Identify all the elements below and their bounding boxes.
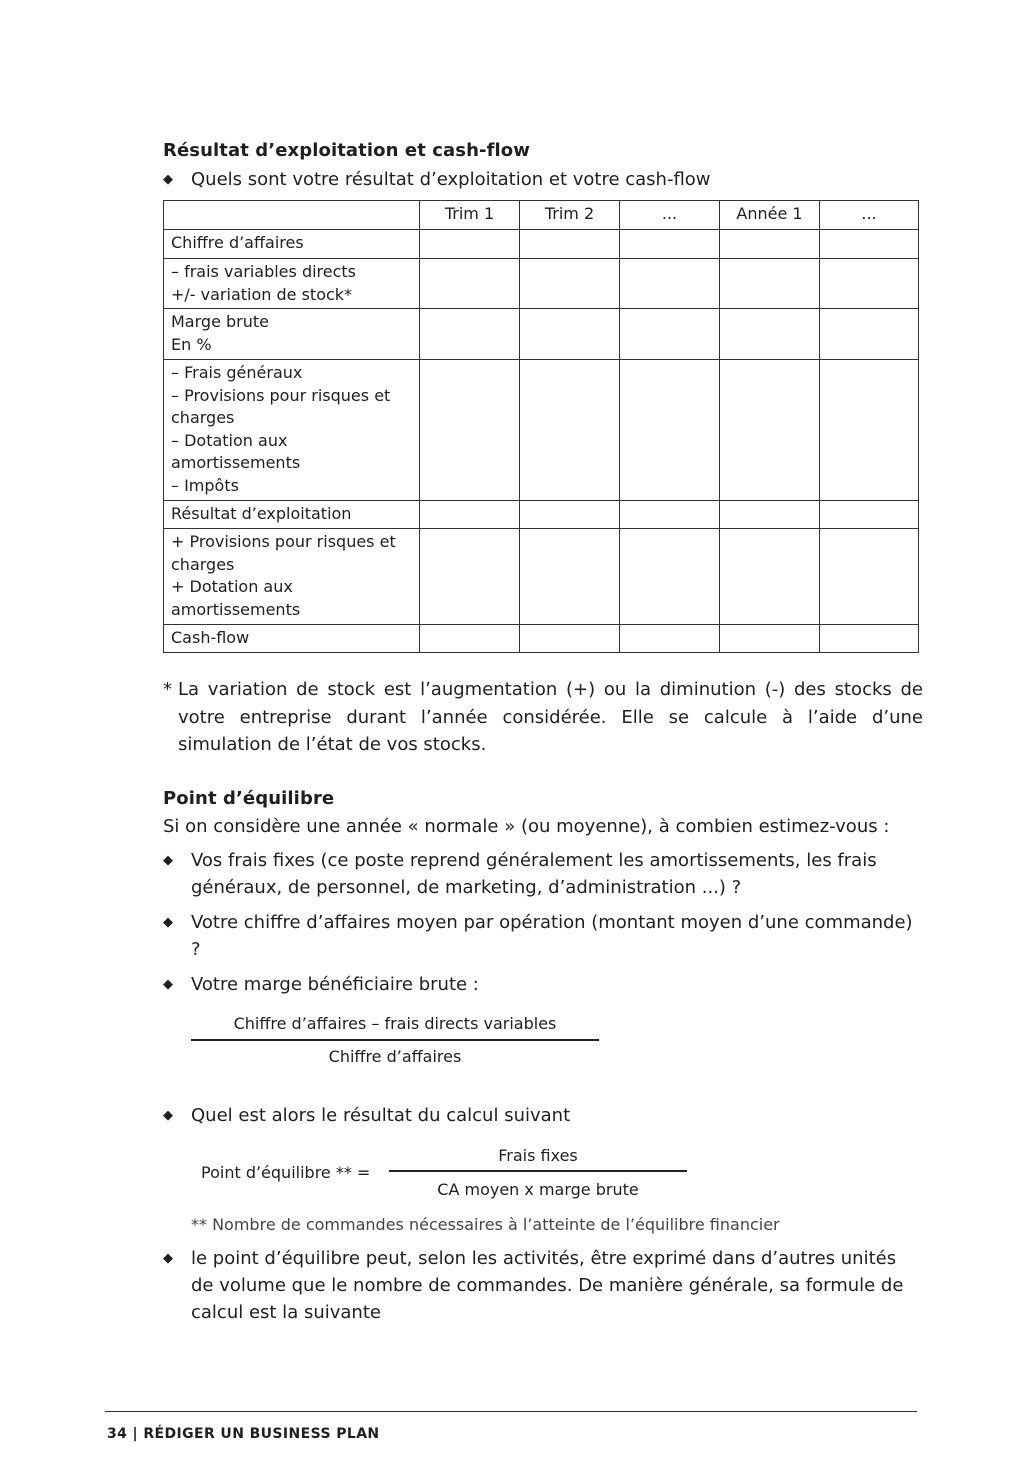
table-cell [820,309,919,360]
table-cell [520,529,620,625]
table-cell [820,501,919,529]
table-row [164,625,919,653]
header-cell: Trim 2 [520,201,620,230]
header-cell: Trim 1 [420,201,520,230]
result-cashflow-table [163,200,919,653]
table-row [164,230,919,259]
table-cell [820,529,919,625]
diamond-bullet-icon: ◆ [163,853,173,868]
header-cell: Année 1 [720,201,820,230]
table-cell [620,529,720,625]
table-cell [620,259,720,309]
table-cell [420,309,520,360]
diamond-bullet-icon: ◆ [163,1108,173,1123]
row-label: – frais variables directs +/- variation de stock* [164,259,420,309]
fraction1-denominator: Chiffre d’affaires [328,1047,462,1066]
bullet-text: Votre chiffre d’affaires moyen par opération (montant moyen d’une commande) ? [191,912,913,960]
table-cell [520,360,620,501]
fraction2-label: Point d’équilibre ** = [201,1163,371,1182]
table-cell [620,360,720,501]
section-title-resultat: Résultat d’exploitation et cash-flow [163,140,530,161]
table-cell [420,360,520,501]
fraction1-numerator: Chiffre d’affaires – frais directs variables [233,1014,557,1033]
fraction2-numerator: Frais fixes [498,1146,578,1165]
table-cell [420,625,520,653]
table-cell [720,360,820,501]
table-cell [520,309,620,360]
table-cell [420,259,520,309]
row-label: + Provisions pour risques et charges + Dotation aux amortissements [164,529,420,625]
row-label: Chiffre d’affaires [164,230,420,259]
bullet-item [163,909,923,963]
table-cell [720,529,820,625]
bullet-item [163,971,923,998]
breakeven-footnote: ** Nombre de commandes nécessaires à l’atteinte de l’équilibre financier [191,1215,780,1234]
diamond-bullet-icon: ◆ [163,1251,173,1266]
table-cell [420,501,520,529]
table-cell [720,309,820,360]
intro-paragraph: Si on considère une année « normale » (ou moyenne), à combien estimez-vous : [163,816,890,837]
table-cell [520,501,620,529]
table-row [164,259,919,309]
bullet-item [163,1102,923,1129]
diamond-bullet-icon: ◆ [163,172,173,187]
table-cell [820,230,919,259]
table-cell [720,625,820,653]
page-footer: 34 | RÉDIGER UN BUSINESS PLAN [107,1426,380,1442]
row-label: Résultat d’exploitation [164,501,420,529]
table-cell [820,259,919,309]
bullet-item [163,166,923,193]
fraction1-bar [191,1039,599,1041]
header-cell: ... [620,201,720,230]
fraction2-denominator: CA moyen x marge brute [437,1180,639,1199]
row-label: Cash-flow [164,625,420,653]
section-title-point-equilibre: Point d’équilibre [163,788,335,809]
diamond-bullet-icon: ◆ [163,915,173,930]
table-cell [720,230,820,259]
bullet-text: le point d’équilibre peut, selon les activités, être exprimé dans d’autres unités de volume que le nombre de commandes. De manière générale, sa formule de calcul est la suivante [191,1248,904,1323]
bullet-text: Quel est alors le résultat du calcul suivant [191,1105,571,1126]
table-cell [420,230,520,259]
row-label: Marge brute En % [164,309,420,360]
footer-divider [105,1411,917,1412]
row-label: – Frais généraux – Provisions pour risques et charges – Dotation aux amortissements – Impôts [164,360,420,501]
table-cell [520,625,620,653]
bullet-item [163,1245,923,1326]
table-cell [820,625,919,653]
bullet-text: Quels sont votre résultat d’exploitation et votre cash-flow [191,169,711,190]
fraction2-bar [389,1170,687,1172]
footnote-text: La variation de stock est l’augmentation (+) ou la diminution (-) des stocks de votre entreprise durant l’année considérée. Elle se calcule à l’aide d’une simulation de l’état de vos stocks. [178,679,923,755]
bullet-text: Vos frais fixes (ce poste reprend généralement les amortissements, les frais généraux, de personnel, de marketing, d’administration ...) ? [191,850,877,898]
table-header-row [164,201,919,230]
table-row [164,309,919,360]
table-cell [520,230,620,259]
table-cell [620,501,720,529]
header-cell [164,201,420,230]
diamond-bullet-icon: ◆ [163,977,173,992]
table-row [164,529,919,625]
table-cell [520,259,620,309]
bullet-item [163,847,923,901]
bullet-text: Votre marge bénéficiaire brute : [191,974,479,995]
table-cell [620,230,720,259]
table-cell [620,309,720,360]
table-row [164,360,919,501]
table-cell [720,501,820,529]
table-cell [420,529,520,625]
footnote-star: * [163,679,172,700]
table-cell [620,625,720,653]
header-cell: ... [820,201,919,230]
table-row [164,501,919,529]
table-cell [720,259,820,309]
table-cell [820,360,919,501]
stock-variation-footnote [163,676,923,759]
